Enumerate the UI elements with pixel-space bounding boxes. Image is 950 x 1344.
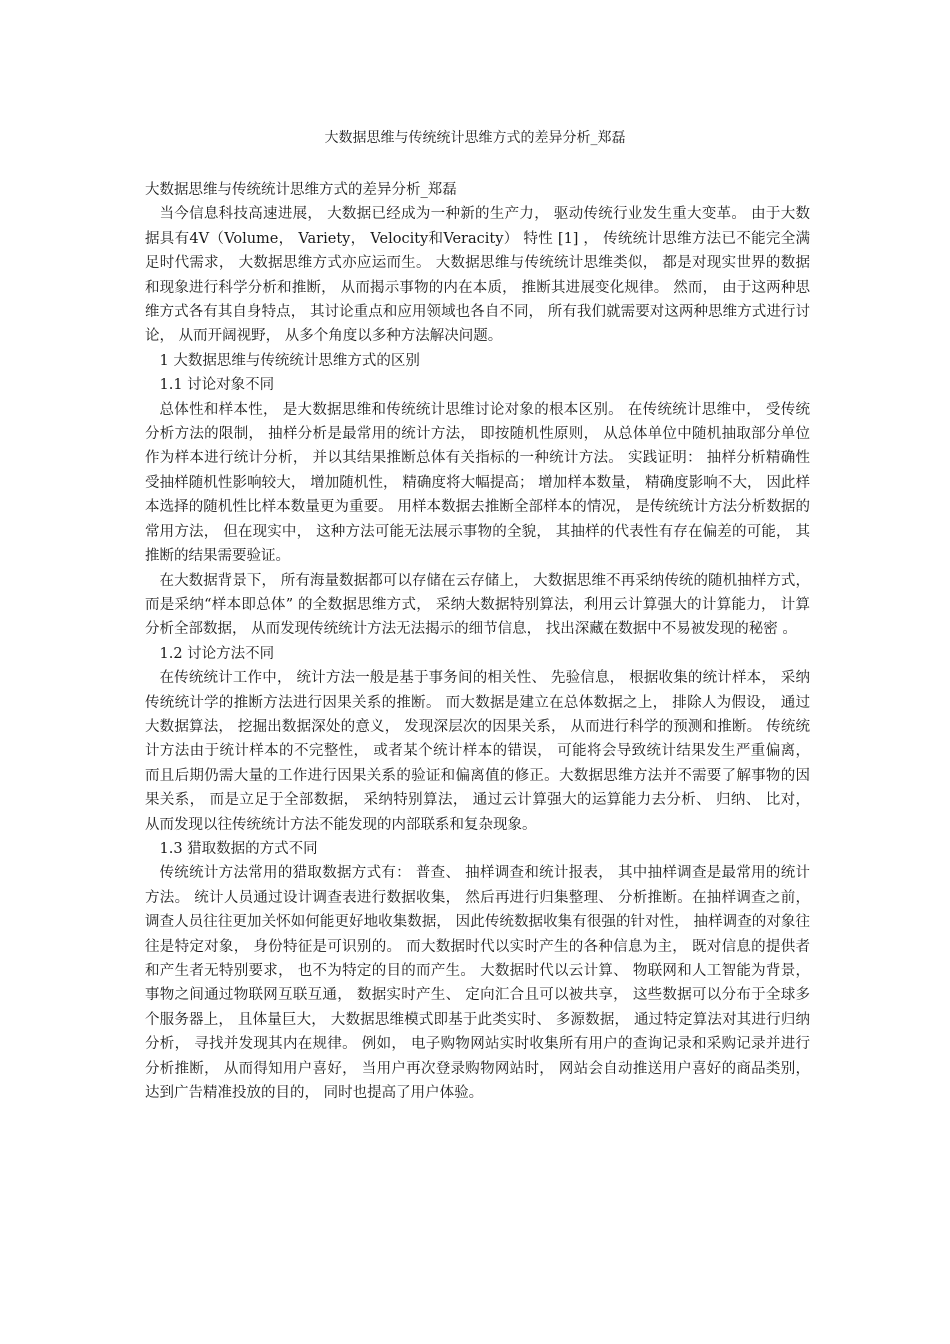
subsection-heading: 1.1 讨论对象不同 <box>159 377 275 394</box>
section-heading: 1 大数据思维与传统统计思维方式的区别 <box>159 352 420 369</box>
document-body <box>145 178 810 1105</box>
paragraph: 当今信息科技高速进展， 大数据已经成为一种新的生产力， 驱动传统行业发生重大变革。 由于大数据具有4V（Volume， Variety， Velocity和Veracity） 特性 [1] ， 传统统计思维方法已不能完全满足时代需求， 大数据思维方式亦应运而生。 大数据思维与传统统计思维类似， 都是对现实世界的数据和现象进行科学分析和推断， 从而揭示事物的内在本质， 推断其进展变化规律。 然而， 由于这两种思维方式各有其自身特点， 其讨论重点和应用领域也各自不同， 所有我们就需要对这两种思维方式进行讨论， 从而开阔视野， 从多个角度以多种方法解决问题。 <box>145 206 810 345</box>
subsection-heading: 1.2 讨论方法不同 <box>159 645 275 662</box>
subsection-heading: 1.3 猎取数据的方式不同 <box>159 840 318 857</box>
paragraph: 传统统计方法常用的猎取数据方式有： 普查、 抽样调查和统计报表， 其中抽样调查是最常用的统计方法。 统计人员通过设计调查表进行数据收集， 然后再进行归集整理、 分析推断。在抽样调查之前， 调查人员往往更加关怀如何能更好地收集数据， 因此传统数据收集有很强的针对性， 抽样调查的对象往往是特定对象， 身份特征是可识别的。 而大数据时代以实时产生的各种信息为主， 既对信息的提供者和产生者无特别要求， 也不为特定的目的而产生。 大数据时代以云计算、 物联网和人工智能为背景， 事物之间通过物联网互联互通， 数据实时产生、 定向汇合且可以被共享， 这些数据可以分布于全球多个服务器上， 且体量巨大， 大数据思维模式即基于此类实时、 多源数据， 通过特定算法对其进行归纳分析， 寻找并发现其内在规律。 例如， 电子购物网站实时收集所有用户的查询记录和采购记录并进行分析推断， 从而得知用户喜好， 当用户再次登录购物网站时， 网站会自动推送用户喜好的商品类别， 达到广告精准投放的目的， 同时也提高了用户体验。 <box>145 865 810 1102</box>
document-title: 大数据思维与传统统计思维方式的差异分析_郑磊 <box>324 130 626 146</box>
paragraph: 在大数据背景下， 所有海量数据都可以存储在云存储上， 大数据思维不再采纳传统的随机抽样方式， 而是采纳“样本即总体” 的全数据思维方式， 采纳大数据特别算法，利用云计算强大的计算能力， 计算分析全部数据， 从而发现传统统计方法无法揭示的细节信息， 找出深藏在数据中不易被发现的秘密 。 <box>145 572 810 638</box>
lead-line: 大数据思维与传统统计思维方式的差异分析_郑磊 <box>145 182 457 198</box>
paragraph: 在传统统计工作中， 统计方法一般是基于事务间的相关性、 先验信息， 根据收集的统计样本， 采纳传统统计学的推断方法进行因果关系的推断。 而大数据是建立在总体数据之上， 排除人为假设， 通过大数据算法， 挖掘出数据深处的意义， 发现深层次的因果关系， 从而进行科学的预测和推断。 传统统计方法由于统计样本的不完整性， 或者某个统计样本的错误， 可能将会导致统计结果发生严重偏离， 而且后期仍需大量的工作进行因果关系的验证和偏离值的修正。大数据思维方法并不需要了解事物的因果关系， 而是立足于全部数据， 采纳特别算法， 通过云计算强大的运算能力去分析、 归纳、 比对， 从而发现以往传统统计方法不能发现的内部联系和复杂现象。 <box>145 670 810 833</box>
paragraph: 总体性和样本性， 是大数据思维和传统统计思维讨论对象的根本区别。 在传统统计思维中， 受传统分析方法的限制， 抽样分析是最常用的统计方法， 即按随机性原则， 从总体单位中随机抽取部分单位作为样本进行统计分析， 并以其结果推断总体有关指标的一种统计方法。 实践证明： 抽样分析精确性受抽样随机性影响较大， 增加随机性， 精确度将大幅提高； 增加样本数量， 精确度影响不大， 因此样本选择的随机性比样本数量更为重要。 用样本数据去推断全部样本的情况， 是传统统计方法分析数据的常用方法， 但在现实中， 这种方法可能无法展示事物的全貌， 其抽样的代表性有存在偏差的可能， 其推断的结果需要验证。 <box>145 401 810 565</box>
